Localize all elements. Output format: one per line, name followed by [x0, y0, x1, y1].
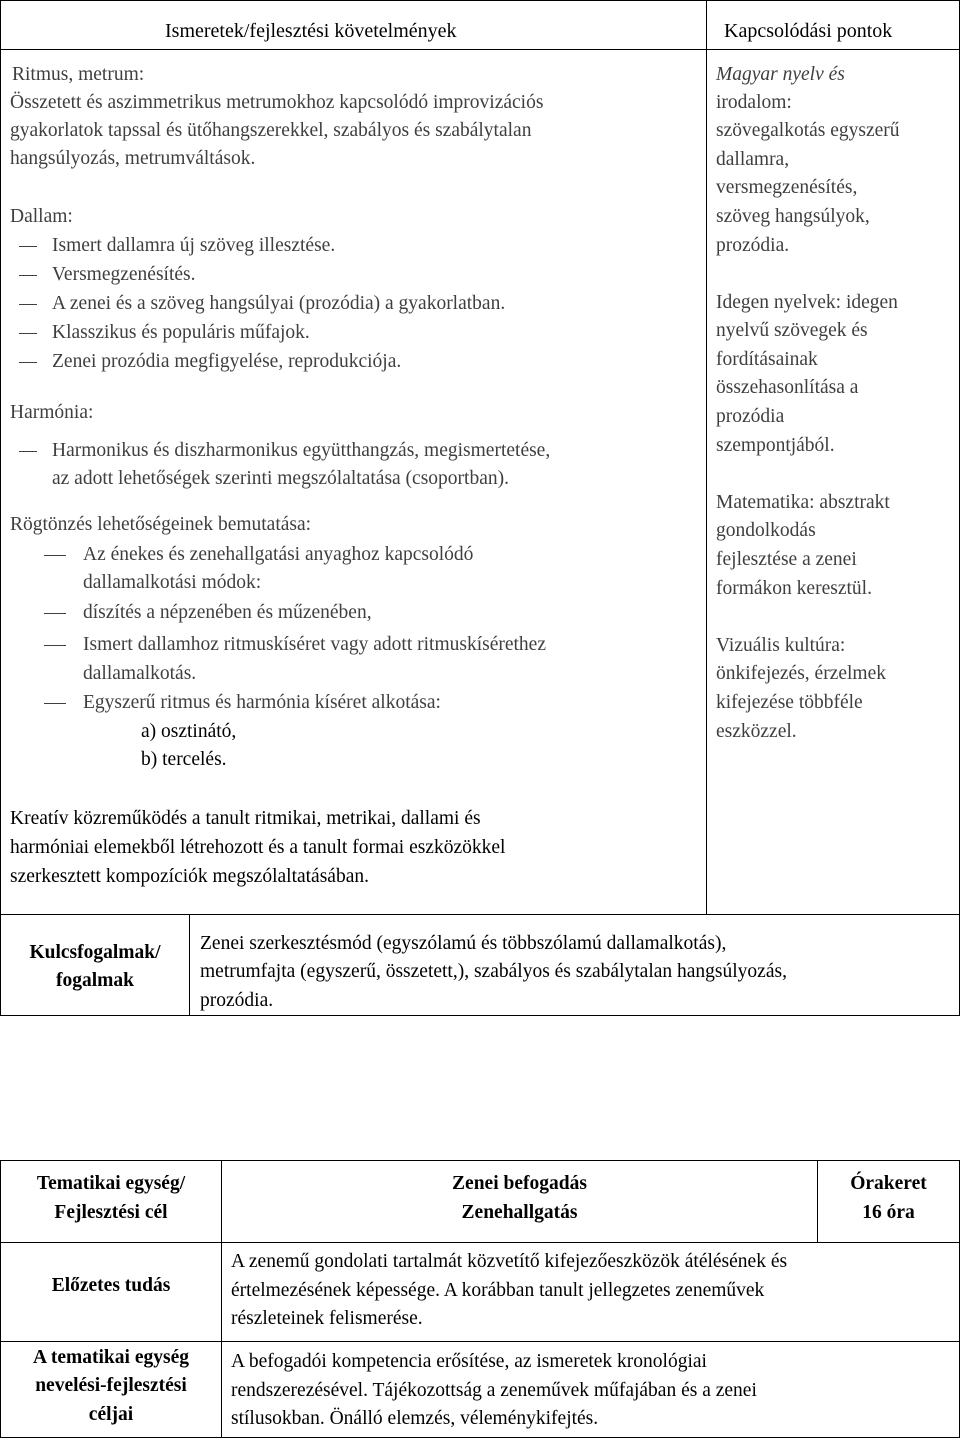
rogtonzes-item: dallamalkotási módok: — [83, 572, 262, 593]
kreativ-line: Kreatív közreműködés a tanult ritmikai, metrikai, dallami és — [10, 808, 481, 829]
dash-bullet — [44, 703, 66, 704]
rogtonzes-subitem: a) osztinátó, — [141, 721, 237, 742]
dash-bullet — [19, 304, 37, 305]
dallam-item: Klasszikus és populáris műfajok. — [52, 322, 310, 343]
dallam-item: Ismert dallamra új szöveg illesztése. — [52, 235, 336, 256]
dash-bullet — [19, 362, 37, 363]
rogtonzes-item: dallamalkotás. — [83, 663, 197, 684]
table1-header-left: Ismeretek/fejlesztési követelmények — [165, 20, 457, 42]
magyar-line: szövegalkotás egyszerű — [716, 120, 900, 141]
kulcs-label: Kulcsfogalmak/ — [29, 942, 161, 963]
kreativ-line: harmóniai elemekből létrehozott és a tanult formai eszközökkel — [10, 837, 506, 858]
ritmus-title: Ritmus, metrum: — [12, 64, 145, 85]
matek-line: formákon keresztül. — [716, 578, 872, 599]
table2-row-divider — [0, 1341, 960, 1342]
magyar-line: szöveg hangsúlyok, — [716, 206, 870, 227]
magyar-line: Magyar nyelv és — [716, 64, 845, 85]
dash-bullet — [44, 645, 66, 646]
magyar-line: versmegzenésítés, — [716, 177, 858, 198]
vizualis-line: eszközzel. — [716, 721, 797, 742]
rogtonzes-title: Rögtönzés lehetőségeinek bemutatása: — [10, 514, 312, 535]
harmonia-item: Harmonikus és diszharmonikus együtthangzás, megismertetése, — [52, 440, 551, 461]
rogtonzes-subitem: b) tercelés. — [141, 749, 227, 770]
vizualis-line: kifejezése többféle — [716, 692, 863, 713]
dallam-item: Versmegzenésítés. — [52, 264, 196, 285]
rogtonzes-item: Az énekes és zenehallgatási anyaghoz kapcsolódó — [83, 544, 474, 565]
kreativ-line: szerkesztett kompozíciók megszólaltatásában. — [10, 866, 369, 887]
dallam-item: Zenei prozódia megfigyelése, reprodukciója. — [52, 351, 402, 372]
kulcs-label: fogalmak — [56, 970, 134, 991]
matek-line: gondolkodás — [716, 520, 816, 541]
celjai-text: stílusokban. Önálló elemzés, véleménykifejtés. — [231, 1408, 599, 1429]
table1-kulcs-divider — [0, 914, 960, 915]
magyar-line: prozódia. — [716, 235, 790, 256]
vizualis-line: önkifejezés, érzelmek — [716, 663, 886, 684]
elozetes-text: értelmezésének képessége. A korábban tanult jellegzetes zeneművek — [231, 1280, 765, 1301]
rogtonzes-item: Ismert dallamhoz ritmuskíséret vagy adott ritmuskísérethez — [83, 634, 546, 655]
table1-bottom-border — [0, 1015, 960, 1016]
table2-top-border — [0, 1160, 960, 1161]
matek-line: fejlesztése a zenei — [716, 549, 857, 570]
dash-bullet — [19, 275, 37, 276]
unit-title: Zenei befogadás — [452, 1173, 587, 1194]
idegen-line: Idegen nyelvek: idegen — [716, 292, 898, 313]
dallam-title: Dallam: — [10, 206, 73, 227]
dash-bullet — [44, 555, 66, 556]
dash-bullet — [19, 333, 37, 334]
ritmus-line: Összetett és aszimmetrikus metrumokhoz kapcsolódó improvizációs — [10, 92, 544, 113]
idegen-line: nyelvű szövegek és — [716, 320, 868, 341]
elozetes-label: Előzetes tudás — [51, 1275, 171, 1296]
harmonia-title: Harmónia: — [10, 402, 94, 423]
table1-left-border — [0, 0, 1, 1016]
harmonia-item: az adott lehetőségek szerinti megszólaltatása (csoportban). — [52, 468, 509, 489]
celjai-label: nevelési-fejlesztési — [35, 1375, 187, 1396]
idegen-line: prozódia — [716, 406, 785, 427]
celjai-text: A befogadói kompetencia erősítése, az ismeretek kronológiai — [231, 1351, 707, 1372]
ritmus-line: hangsúlyozás, metrumváltások. — [10, 148, 256, 169]
kulcs-text: metrumfajta (egyszerű, összetett,), szabályos és szabálytalan hangsúlyozás, — [200, 961, 787, 982]
vizualis-line: Vizuális kultúra: — [716, 635, 846, 656]
table1-header-divider — [0, 49, 960, 50]
kulcs-text: Zenei szerkesztésmód (egyszólamú és többszólamú dallamalkotás), — [200, 933, 727, 954]
idegen-line: fordításainak — [716, 349, 818, 370]
dash-bullet — [44, 613, 66, 614]
table2-row-divider — [0, 1242, 960, 1243]
kulcs-text: prozódia. — [200, 990, 274, 1011]
celjai-text: rendszerezésével. Tájékozottság a zeneművek műfajában és a zenei — [231, 1380, 757, 1401]
tematikai-label: Tematikai egység/ — [36, 1173, 186, 1194]
dallam-item: A zenei és a szöveg hangsúlyai (prozódia) a gyakorlatban. — [52, 293, 506, 314]
table1-top-border — [0, 0, 960, 1]
elozetes-text: részleteinek felismerése. — [231, 1308, 423, 1329]
unit-subtitle: Zenehallgatás — [461, 1202, 578, 1223]
idegen-line: szempontjából. — [716, 435, 835, 456]
orakeret-value: 16 óra — [862, 1202, 915, 1223]
table1-column-divider — [706, 0, 707, 915]
matek-line: Matematika: absztrakt — [716, 492, 890, 513]
magyar-line: irodalom: — [716, 92, 792, 113]
dash-bullet — [19, 451, 37, 452]
celjai-label: céljai — [88, 1404, 134, 1425]
elozetes-text: A zenemű gondolati tartalmát közvetítő kifejezőeszközök átélésének és — [231, 1251, 788, 1272]
rogtonzes-item: Egyszerű ritmus és harmónia kíséret alkotása: — [83, 692, 441, 713]
rogtonzes-item: díszítés a népzenében és műzenében, — [83, 602, 372, 623]
magyar-line: dallamra, — [716, 149, 790, 170]
idegen-line: összehasonlítása a — [716, 377, 859, 398]
table1-kulcs-column-divider — [189, 914, 190, 1016]
ritmus-line: gyakorlatok tapssal és ütőhangszerekkel, szabályos és szabálytalan — [10, 120, 532, 141]
table1-header-right: Kapcsolódási pontok — [724, 20, 893, 42]
celjai-label: A tematikai egység — [33, 1347, 189, 1368]
tematikai-label: Fejlesztési cél — [54, 1202, 168, 1223]
dash-bullet — [19, 246, 37, 247]
orakeret-label: Órakeret — [850, 1173, 927, 1194]
